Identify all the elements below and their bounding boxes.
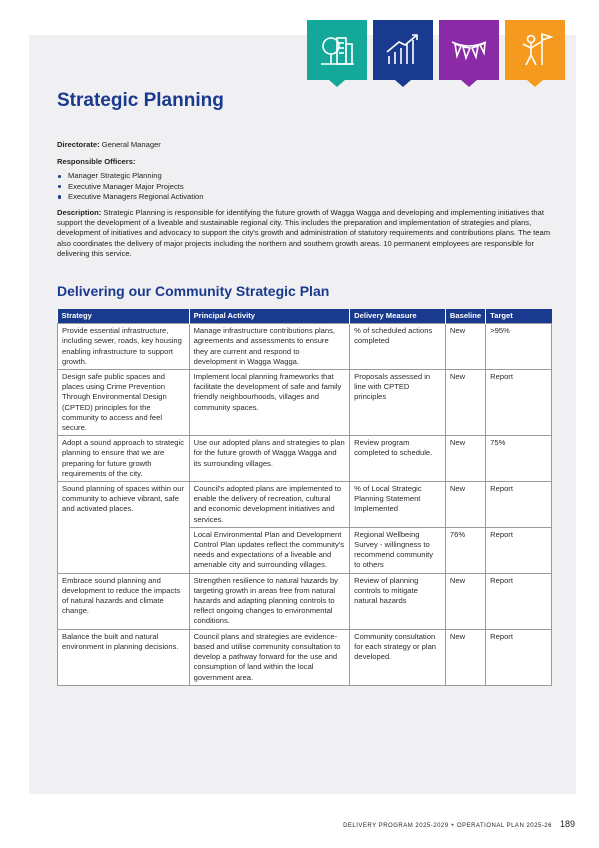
responsible-officers-heading — [57, 157, 553, 167]
header-principal-activity: Principal Activity — [189, 309, 350, 324]
bunting-flags-icon — [449, 30, 489, 70]
responsible-officers-list — [57, 171, 553, 202]
cell-strategy: Design safe public spaces and places using Crime Prevention Through Environmental Design (CPTED) principles for the community to access and feel secure. — [58, 370, 190, 436]
cell-activity: Manage infrastructure contributions plans, agreements and assessments to ensure they are current and respond to development in Wagga Wagga. — [189, 324, 350, 370]
cell-activity: Use our adopted plans and strategies to plan for the future growth of Wagga Wagga and its surrounding villages. — [189, 436, 350, 482]
cell-activity: Implement local planning frameworks that facilitate the development of safe and family friendly neighbourhoods, villages and community spaces. — [189, 370, 350, 436]
cell-baseline: New — [445, 629, 485, 685]
table-row — [58, 324, 552, 370]
cell-activity: Council's adopted plans are implemented to enable the delivery of recreation, cultural and economic development initiatives and services. — [189, 482, 350, 528]
cell-target: Report — [486, 629, 552, 685]
cell-measure: Proposals assessed in line with CPTED principles — [350, 370, 446, 436]
service-details — [57, 140, 553, 259]
cell-baseline: New — [445, 324, 485, 370]
section-title: Delivering our Community Strategic Plan — [57, 283, 330, 299]
table-row — [58, 573, 552, 629]
description-text: Strategic Planning is responsible for identifying the future growth of Wagga Wagga and developing and implementing initiatives that support the development of a liveable and sustainable regional city. This includes the preparation and implementation of strategies and plans, development of initiatives and advocacy to support the city's growth and administration of statutory requirements and contributions plans. The team also coordinates the delivery of major projects including the northern and southern growth areas. 10 permanent employees are responsible for delivering this service. — [57, 208, 551, 258]
cell-activity: Strengthen resilience to natural hazards by targeting growth in areas free from natural hazards and adapting planning controls to reflect ongoing changes to environmental conditions. — [189, 573, 350, 629]
cell-target: >95% — [486, 324, 552, 370]
tile-leadership — [505, 20, 565, 80]
directorate-value: General Manager — [99, 140, 161, 149]
cell-strategy: Embrace sound planning and development to reduce the impacts of natural hazards and climate change. — [58, 573, 190, 629]
city-buildings-icon — [317, 30, 357, 70]
cell-measure: Regional Wellbeing Survey - willingness to recommend community to others — [350, 527, 446, 573]
person-flag-icon — [515, 30, 555, 70]
directorate-label: Directorate: — [57, 140, 100, 149]
cell-baseline: New — [445, 370, 485, 436]
tile-culture — [439, 20, 499, 80]
theme-icons — [307, 20, 565, 80]
cell-target: Report — [486, 370, 552, 436]
tile-economy — [373, 20, 433, 80]
footer-text: DELIVERY PROGRAM 2025-2029 + OPERATIONAL PLAN 2025-26 — [343, 823, 552, 829]
page-number: 189 — [559, 819, 575, 829]
officer-item: Executive Manager Major Projects — [57, 182, 553, 192]
header-target: Target — [486, 309, 552, 324]
officer-item: Manager Strategic Planning — [57, 171, 553, 181]
table-row — [58, 436, 552, 482]
cell-baseline: 76% — [445, 527, 485, 573]
page-footer — [343, 819, 575, 829]
cell-baseline: New — [445, 573, 485, 629]
cell-measure: Review program completed to schedule. — [350, 436, 446, 482]
officer-item: Executive Managers Regional Activation — [57, 192, 553, 202]
table-row — [58, 482, 552, 528]
cell-activity: Council plans and strategies are evidence-based and utilise community consultation to develop a pathway forward for the use and consumption of land within the local government area. — [189, 629, 350, 685]
cell-baseline: New — [445, 482, 485, 528]
responsible-officers-label: Responsible Officers: — [57, 157, 136, 167]
cell-measure: Review of planning controls to mitigate natural hazards — [350, 573, 446, 629]
tile-community — [307, 20, 367, 80]
table-header-row — [58, 309, 552, 324]
header-baseline: Baseline — [445, 309, 485, 324]
page-title: Strategic Planning — [57, 90, 224, 111]
cell-measure: % of scheduled actions completed — [350, 324, 446, 370]
directorate — [57, 140, 553, 150]
cell-strategy: Sound planning of spaces within our community to achieve vibrant, safe and activated places. — [58, 482, 190, 574]
cell-strategy: Provide essential infrastructure, including sewer, roads, key housing enabling infrastructure to support growth. — [58, 324, 190, 370]
description-label: Description: — [57, 208, 102, 218]
cell-target: Report — [486, 527, 552, 573]
growth-chart-icon — [383, 30, 423, 70]
cell-measure: Community consultation for each strategy or plan developed. — [350, 629, 446, 685]
cell-target: Report — [486, 573, 552, 629]
csp-table — [57, 309, 552, 686]
cell-target: Report — [486, 482, 552, 528]
cell-target: 75% — [486, 436, 552, 482]
cell-strategy: Balance the built and natural environment in planning decisions. — [58, 629, 190, 685]
cell-baseline: New — [445, 436, 485, 482]
header-strategy: Strategy — [58, 309, 190, 324]
cell-strategy: Adopt a sound approach to strategic planning to ensure that we are preparing for future growth requirements of the city. — [58, 436, 190, 482]
table-row — [58, 370, 552, 436]
cell-measure: % of Local Strategic Planning Statement Implemented — [350, 482, 446, 528]
header-delivery-measure: Delivery Measure — [350, 309, 446, 324]
cell-activity: Local Environmental Plan and Development Control Plan updates reflect the community's needs and expectations of a liveable and amenable city and surrounding villages. — [189, 527, 350, 573]
description — [57, 208, 553, 259]
table-row — [58, 629, 552, 685]
